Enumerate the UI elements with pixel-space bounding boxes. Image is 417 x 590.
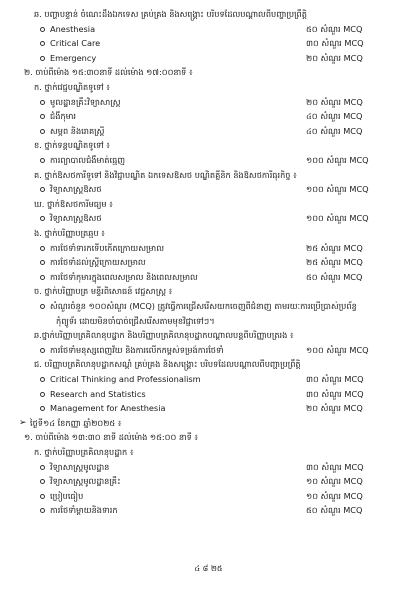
bullet-icon [40, 348, 45, 353]
list-item [0, 489, 417, 504]
line-text: Management for Anesthesia [50, 403, 166, 414]
bullet-icon [40, 129, 45, 134]
question-count: ៥០ សំណួរ MCQ [306, 505, 363, 516]
bullet-icon [40, 479, 45, 484]
section-heading [0, 430, 417, 445]
list-item [0, 241, 417, 256]
line-text: ការថែទាំមនុស្សពេញវ័យ និងការលើកកម្ពស់ទម្រង់ការថែទាំ [50, 344, 224, 355]
section-heading [0, 357, 417, 372]
line-text: ឆ.ថ្នាក់បរិញ្ញាបត្រគិលានុបដ្ឋាក និងបរិញ្ញាបត្រគិលានុបដ្ឋាកបណ្ដាលបន្តពីបរិញ្ញាបត្ររង ៖ [34, 330, 294, 341]
bullet-icon [40, 187, 45, 192]
line-text: សម្ភព និងរោគស្ត្រី [50, 125, 105, 136]
question-count: ២៥ សំណួរ MCQ [306, 257, 363, 268]
question-count: ៣០ សំណួរ MCQ [306, 374, 364, 384]
section-heading [0, 328, 417, 343]
bullet-icon [40, 246, 45, 251]
bullet-icon [40, 304, 45, 309]
list-item [0, 124, 417, 139]
line-text: ២. ចាប់ពីម៉ោង ១៥:៣០នាទី ដល់ម៉ោង ១៧:០០នាទី ៖ [24, 67, 193, 78]
arrow-bullet-icon: ➢ [19, 417, 27, 428]
question-count: ៥០ សំណួរ MCQ [306, 271, 363, 282]
list-item [0, 270, 417, 285]
bullet-icon [40, 275, 45, 280]
bullet-icon [40, 41, 45, 46]
list-item [0, 343, 417, 358]
question-count: ២៥ សំណួរ MCQ [306, 242, 363, 253]
bullet-icon [40, 392, 45, 397]
list-item [0, 255, 417, 270]
question-count: ៤០ សំណួរ MCQ [306, 111, 363, 122]
line-text: ជំងឺកុមារ [50, 111, 76, 122]
line-text: ង. ថ្នាក់បរិញ្ញាបត្រឆ្មប ៖ [34, 228, 105, 238]
list-item [0, 401, 417, 416]
list-item [0, 153, 417, 168]
line-text: គ. ថ្នាក់ឱសថការីទូទៅ និងវិជ្ជាបណ្ឌិត ឯកទេសឱសថ បណ្ឌិតគ្លីនិក និងឱសថការីធុរកិច្ច ៖ [34, 169, 297, 180]
line-text: កុំព្យូទ័រ ដោយមិនចាំបាច់ជ្រើសរើសតាមមុខវិជ្ជាទៅៗ។ [56, 315, 215, 326]
list-item [0, 36, 417, 51]
bullet-icon [40, 406, 45, 411]
question-count: ៤០ សំណួរ MCQ [306, 125, 363, 136]
list-item [0, 22, 417, 37]
section-heading [0, 226, 417, 241]
list-item [0, 460, 417, 475]
line-text: Critical Thinking and Professionalism [50, 374, 201, 384]
question-count: ១០ សំណួរ MCQ [306, 476, 363, 487]
bullet-icon [40, 377, 45, 382]
question-count: ២០ សំណួរ MCQ [306, 96, 363, 107]
line-text: វិទ្យាសាស្ត្រមូលដ្ឋាន [50, 461, 110, 472]
question-count: ៣០ សំណួរ MCQ [306, 388, 364, 399]
line-text: Research and Statistics [50, 388, 146, 399]
list-item [0, 51, 417, 66]
bullet-icon [40, 100, 45, 105]
line-text: វិទ្យាសាស្ត្រឱសថ [50, 184, 102, 195]
bullet-icon [40, 114, 45, 119]
bullet-icon [40, 508, 45, 513]
line-text: វិទ្យាសាស្ត្រមូលដ្ឋានគ្រឹះ [50, 476, 121, 487]
question-count: ២០ សំណួរ MCQ [306, 52, 363, 63]
question-count: ២០ សំណួរ MCQ [306, 403, 363, 414]
question-count: ១០០ សំណួរ MCQ [306, 184, 369, 195]
bullet-icon [40, 27, 45, 32]
line-text: Critical Care [50, 38, 101, 49]
line-text: ការថែទាំទារកទើបកើតក្រោយសម្រាល [50, 242, 165, 253]
page-footer: ៤ ៨ ២៥ [194, 564, 223, 573]
bullet-icon [40, 260, 45, 265]
list-item [0, 182, 417, 197]
question-count: ១០ សំណួរ MCQ [306, 490, 363, 501]
list-item [0, 109, 417, 124]
line-text: Anesthesia [50, 23, 96, 34]
list-item [0, 299, 417, 314]
line-text: ការថែទាំកុមារក្នុងពេលសម្រាល និងពេលសម្រាល [50, 271, 198, 282]
line-text: ក. ថ្នាក់បរិញ្ញាបត្រគិលានុបដ្ឋាក ៖ [34, 447, 134, 457]
list-item [0, 211, 417, 226]
list-item [0, 387, 417, 402]
bullet-icon [40, 216, 45, 221]
section-heading [0, 168, 417, 183]
line-text: ការថែទាំដល់ស្ត្រីក្រោយសម្រាល [50, 257, 146, 268]
section-heading [0, 138, 417, 153]
line-text: ខ. ថ្នាក់ទន្តបណ្ឌិតទូទៅ ៖ [34, 140, 110, 151]
question-count: ៣០ សំណួរ MCQ [306, 38, 364, 49]
line-text: Emergency [50, 52, 97, 63]
bullet-icon [40, 494, 45, 499]
question-count: ៣០ សំណួរ MCQ [306, 461, 364, 472]
line-text: សំណួរចំនួន ១០០សំណួរ (MCQ) ត្រូវធ្វើការជ្រើសរើសយកចេញពីជំនាញ តាមរយៈការប្រើប្រាស់ប្រព័ន្ធ [50, 301, 357, 311]
section-heading [0, 7, 417, 22]
line-text: ជ. បរិញ្ញាបត្រគិលានុបដ្ឋាកសណ្ដំ គ្រប់គ្រង និងសង្គ្រោះ បរិបទដែលបណ្ដាលពីបញ្ហាប្រព្រឹត្តិ [34, 359, 301, 370]
section-heading [0, 445, 417, 460]
line-text: ច. ថ្នាក់បរិញ្ញាបត្រ មន្ទីរពិសោធន៍ វេជ្ជសាស្ត្រ ៖ [34, 286, 173, 297]
line-text: ក. ថ្នាក់វេជ្ជបណ្ឌិតទូទៅ ៖ [34, 82, 110, 92]
line-text: ១. ចាប់ពីម៉ោង ១៣:៣០ នាទី ដល់ម៉ោង ១៥:០០ នាទី ៖ [24, 432, 199, 443]
list-item [0, 503, 417, 518]
line-text: ការព្យាបាលជំងឺមាត់ធ្មេញ [50, 155, 126, 165]
question-count: ៥០ សំណួរ MCQ [306, 23, 363, 34]
bullet-icon [40, 158, 45, 163]
list-item-continuation [0, 314, 417, 329]
line-text: ការថែទាំម្ដាយនិងទារក [50, 505, 118, 516]
list-item [0, 474, 417, 489]
section-heading [0, 80, 417, 95]
bullet-icon [40, 465, 45, 470]
section-heading [0, 197, 417, 212]
line-text: ប្រៀបធៀប [50, 490, 84, 501]
line-text: ថ្ងៃទី១៤ ខែកញ្ញា ឆ្នាំ២០២៥ ៖ [30, 417, 122, 428]
line-text: ឃ. ថ្នាក់ឱសថការីមធ្យម ៖ [34, 198, 113, 209]
section-heading [0, 284, 417, 299]
list-item [0, 95, 417, 110]
line-text: មូលដ្ឋានគ្រឹះវិទ្យាសាស្ត្រ [50, 96, 121, 107]
question-count: ១០០ សំណួរ MCQ [306, 344, 369, 355]
bullet-icon [40, 56, 45, 61]
list-item [0, 372, 417, 387]
line-text: ឆ. បញ្ហាបន្ទាន់ ចំណេះដឹងឯកទេស គ្រប់គ្រង និងសង្គ្រោះ បរិបទដែលបណ្ដាលពីបញ្ហាប្រព្រឹត្តិ [34, 9, 307, 19]
question-count: ១០០ សំណួរ MCQ [306, 155, 369, 165]
line-text: វិទ្យាសាស្ត្រឱសថ [50, 213, 102, 224]
question-count: ១០០ សំណួរ MCQ [306, 213, 369, 224]
date-heading [0, 416, 417, 431]
section-heading [0, 65, 417, 80]
